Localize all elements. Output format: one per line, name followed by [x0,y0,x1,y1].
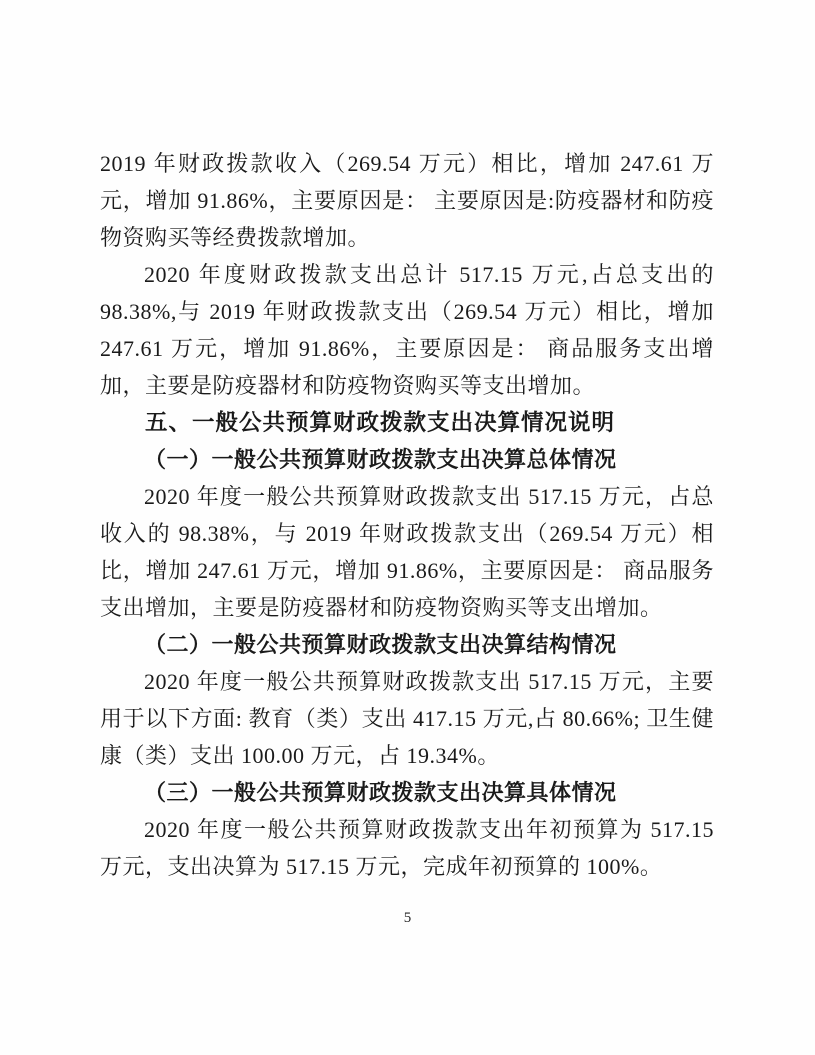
subsection-heading-one: （一）一般公共预算财政拨款支出决算总体情况 [144,447,617,472]
document-body [100,145,714,885]
section-heading-five: 五、一般公共预算财政拨款支出决算情况说明 [145,410,616,435]
paragraph-general-budget-structure: 2020 年度一般公共预算财政拨款支出 517.15 万元，主要用于以下方面: 教育（类）支出 417.15 万元,占 80.66%; 卫生健康（类）支出 100.00 万元，占 19.34%。 [100,669,714,768]
subsection-heading-two: （二）一般公共预算财政拨款支出决算结构情况 [144,632,617,657]
paragraph-fiscal-expenditure-total: 2020 年度财政拨款支出总计 517.15 万元,占总支出的 98.38%,与 2019 年财政拨款支出（269.54 万元）相比，增加 247.61 万元，增加 91.86%，主要原因是： 商品服务支出增加，主要是防疫器材和防疫物资购买等支出增加。 [100,262,714,398]
subsection-heading-three: （三）一般公共预算财政拨款支出决算具体情况 [144,780,617,805]
paragraph-general-budget-specific: 2020 年度一般公共预算财政拨款支出年初预算为 517.15 万元，支出决算为 517.15 万元，完成年初预算的 100%。 [100,817,714,879]
page-number: 5 [403,910,412,926]
paragraph-fiscal-income-comparison: 2019 年财政拨款收入（269.54 万元）相比，增加 247.61 万元，增加 91.86%，主要原因是： 主要原因是:防疫器材和防疫物资购买等经费拨款增加。 [100,151,714,250]
paragraph-general-budget-overall: 2020 年度一般公共预算财政拨款支出 517.15 万元，占总收入的 98.38%，与 2019 年财政拨款支出（269.54 万元）相比，增加 247.61 万元，增加 91.86%，主要原因是： 商品服务支出增加，主要是防疫器材和防疫物资购买等支出增加。 [100,484,714,620]
